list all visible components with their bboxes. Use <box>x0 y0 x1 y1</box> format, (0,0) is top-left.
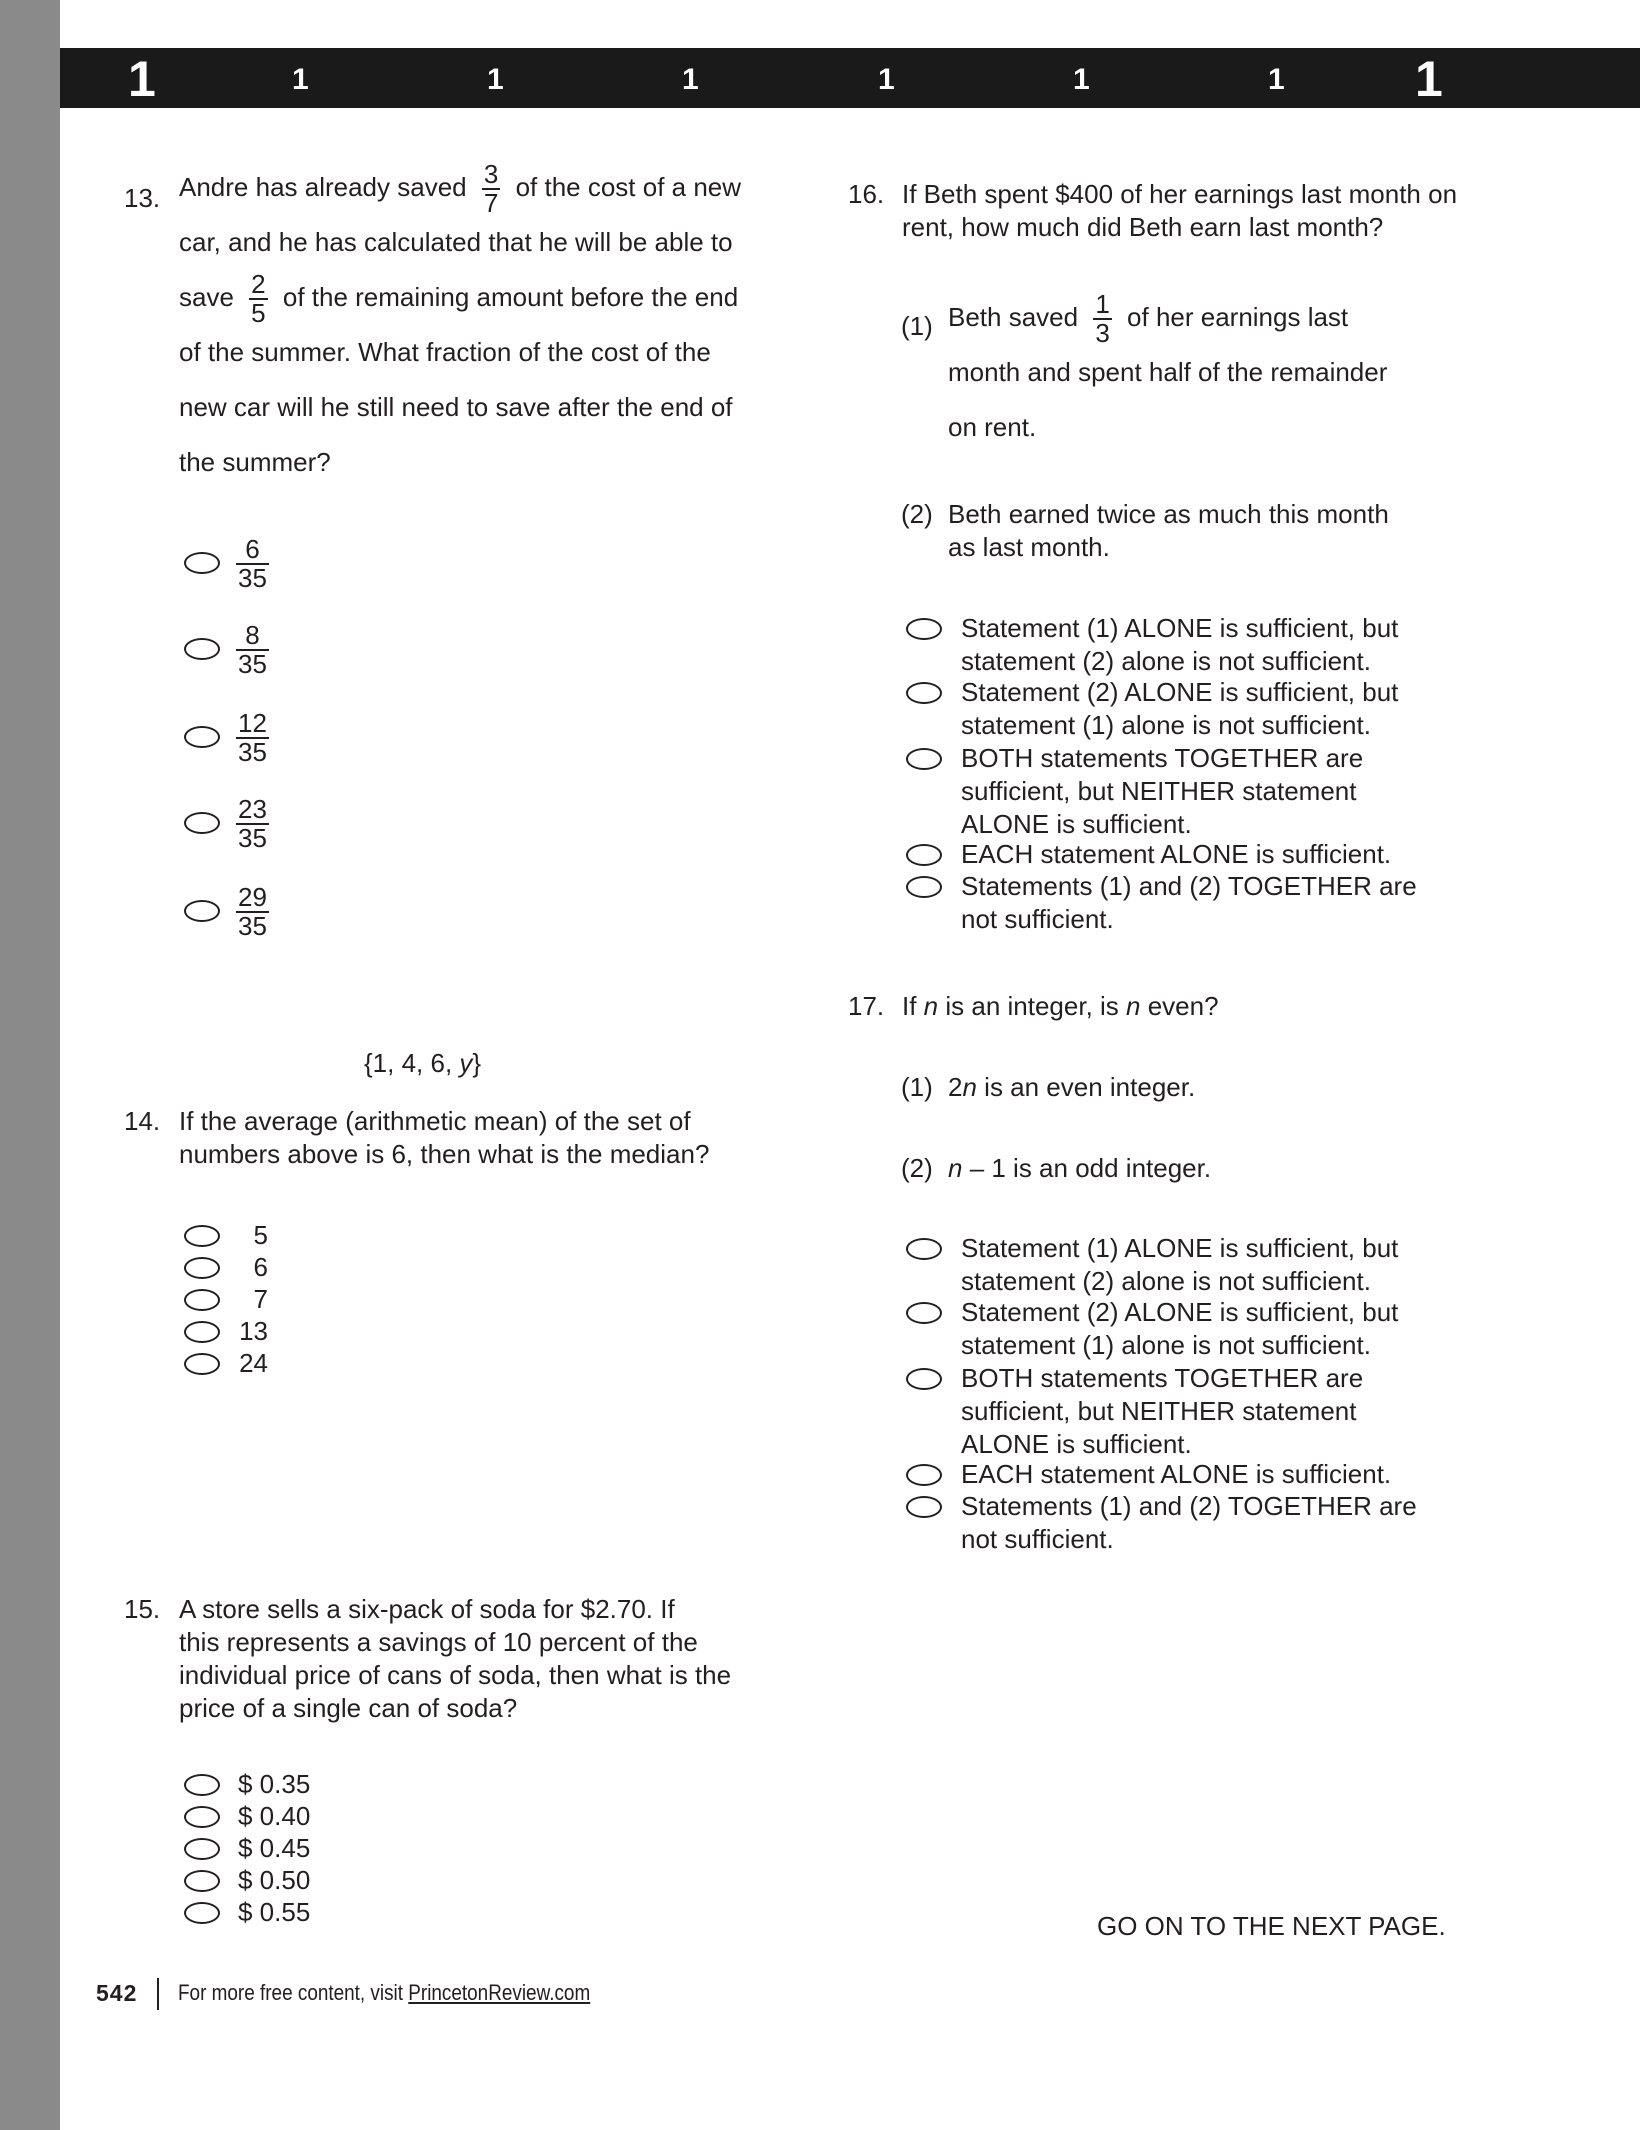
answer-fraction: $\frac{12}{35}$ <box>238 708 267 767</box>
answer-text: $ 0.45 <box>238 1833 311 1863</box>
answer-text: $ 0.50 <box>238 1865 311 1895</box>
section-number: 1 <box>1073 63 1090 96</box>
footer-divider <box>157 1978 159 2010</box>
answer-text: 13 <box>239 1316 268 1346</box>
section-number: 1 <box>487 63 504 96</box>
answer-text: $ 0.35 <box>238 1769 311 1799</box>
answer-bubble[interactable] <box>184 1321 220 1343</box>
answer-text: EACH statement ALONE is sufficient. <box>961 839 1392 869</box>
answer-text: Statement (1) ALONE is sufficient, but statement (2) alone is not sufficient. <box>961 1233 1399 1296</box>
answer-bubble[interactable] <box>906 1368 942 1390</box>
right-column: 16. If Beth spent $400 of her earnings last month on rent, how much did Beth earn last month? (1) Beth saved $\frac{1}{3}$ of her earnings last month and spent half of the remainder on rent. (2) Beth earned twice as much this month as last month. Statement (1) ALONE is sufficient, but statement (2) alone is not sufficient. Statement (2) ALONE is sufficient, but statement (1) alone is not sufficient. BOTH statements TOGETHER are sufficient, but NEITHER statement ALONE is sufficient. EACH statement ALONE is sufficient. Statements (1) and (2) TOGETHER are not sufficient. 17. If n is an integer, is n even? (1) 2n is an even integer. (2) n – 1 is an odd integer. Statement (1) ALONE is sufficient, but statement (2) alone is not sufficient. Statement (2) ALONE is sufficient, but statement (1) alone is not sufficient. BOTH statements TOGETHER are sufficient, but NEITHER statement ALONE is sufficient. EACH statement ALONE is sufficient. Statements (1) and (2) TOGETHER are not sufficient. <box>848 179 1458 1554</box>
answer-bubble[interactable] <box>906 618 942 640</box>
answer-text: 24 <box>239 1348 268 1378</box>
answer-bubble[interactable] <box>906 1238 942 1260</box>
question-text: Andre has already saved $\frac{3}{7}$ of the cost of a new car, and he has calculated that he will be able to save $\frac{2}{5}$ of the remaining amount before the end of the summer. What fraction of the cost of the new car will he still need to save after the end of the summer? <box>179 159 742 477</box>
answer-fraction: $\frac{6}{35}$ <box>238 534 267 593</box>
fraction: $\frac{1}{3}$ <box>1095 289 1110 349</box>
question-text: If Beth spent $400 of her earnings last month on rent, how much did Beth earn last month? <box>902 179 1458 242</box>
answer-fraction: $\frac{23}{35}$ <box>238 794 267 853</box>
question-text: If n is an integer, is n even? <box>902 991 1219 1021</box>
answer-text: $ 0.55 <box>238 1897 311 1927</box>
answer-text: $ 0.40 <box>238 1801 311 1831</box>
answer-text: Statement (2) ALONE is sufficient, but statement (1) alone is not sufficient. <box>961 1297 1399 1360</box>
answer-bubble[interactable] <box>906 1496 942 1518</box>
question-text: If the average (arithmetic mean) of the set of numbers above is 6, then what is the median? <box>179 1106 710 1169</box>
page-number: 542 <box>96 1980 138 2006</box>
question-number: 16. <box>848 179 885 209</box>
answer-text: 7 <box>253 1284 268 1314</box>
answer-bubble[interactable] <box>184 900 220 922</box>
answer-bubble[interactable] <box>184 1806 220 1828</box>
answer-bubble[interactable] <box>906 682 942 704</box>
answer-bubble[interactable] <box>184 1902 220 1924</box>
answer-bubble[interactable] <box>906 1302 942 1324</box>
answer-bubble[interactable] <box>184 1257 220 1279</box>
question-number: 17. <box>848 991 885 1021</box>
answer-text: BOTH statements TOGETHER are sufficient, but NEITHER statement ALONE is sufficient. <box>961 743 1364 839</box>
section-number: 1 <box>1268 63 1285 96</box>
answer-bubble[interactable] <box>184 1353 220 1375</box>
princeton-review-link[interactable]: PrincetonReview.com <box>408 1980 591 2005</box>
section-number: 1 <box>292 63 309 96</box>
question-number: 14. <box>124 1106 161 1136</box>
answer-bubble[interactable] <box>184 1225 220 1247</box>
answer-text: Statements (1) and (2) TOGETHER are not sufficient. <box>961 871 1417 934</box>
left-column <box>124 159 804 1927</box>
fraction: $\frac{2}{5}$ <box>251 269 266 329</box>
answer-text: 6 <box>253 1252 268 1282</box>
answer-bubble[interactable] <box>906 844 942 866</box>
question-number: 15. <box>124 1594 161 1624</box>
answer-text: EACH statement ALONE is sufficient. <box>961 1459 1392 1489</box>
answer-bubble[interactable] <box>184 552 220 574</box>
answer-text: BOTH statements TOGETHER are sufficient, but NEITHER statement ALONE is sufficient. <box>961 1363 1364 1459</box>
answer-text: Statement (1) ALONE is sufficient, but statement (2) alone is not sufficient. <box>961 613 1399 676</box>
answer-text: 5 <box>253 1220 268 1250</box>
answer-fraction: $\frac{29}{35}$ <box>238 882 267 941</box>
side-strip <box>0 0 60 2130</box>
number-set: {1, 4, 6, y} <box>364 1048 482 1078</box>
section-number: 1 <box>1415 51 1443 107</box>
section-header-bar <box>60 48 1640 108</box>
answer-bubble[interactable] <box>184 726 220 748</box>
go-on-next-page: GO ON TO THE NEXT PAGE. <box>1097 1911 1446 1941</box>
answer-bubble[interactable] <box>184 638 220 660</box>
answer-bubble[interactable] <box>906 1464 942 1486</box>
answer-bubble[interactable] <box>906 876 942 898</box>
question-text: A store sells a six-pack of soda for $2.70. If this represents a savings of 10 percent of the individual price of cans of soda, then what is the price of a single can of soda? <box>179 1594 732 1723</box>
section-number: 1 <box>878 63 895 96</box>
section-number: 1 <box>128 51 156 107</box>
answer-bubble[interactable] <box>184 812 220 834</box>
question-number: 13. <box>124 183 161 213</box>
answer-fraction: $\frac{8}{35}$ <box>238 620 267 679</box>
answer-bubble[interactable] <box>184 1774 220 1796</box>
answer-text: Statement (2) ALONE is sufficient, but statement (1) alone is not sufficient. <box>961 677 1399 740</box>
footer-text: For more free content, visit PrincetonReview.com <box>178 1980 591 2005</box>
answer-bubble[interactable] <box>184 1870 220 1892</box>
answer-text: Statements (1) and (2) TOGETHER are not sufficient. <box>961 1491 1417 1554</box>
section-number: 1 <box>682 63 699 96</box>
answer-bubble[interactable] <box>906 748 942 770</box>
fraction: $\frac{3}{7}$ <box>483 159 499 219</box>
answer-bubble[interactable] <box>184 1289 220 1311</box>
answer-bubble[interactable] <box>184 1838 220 1860</box>
